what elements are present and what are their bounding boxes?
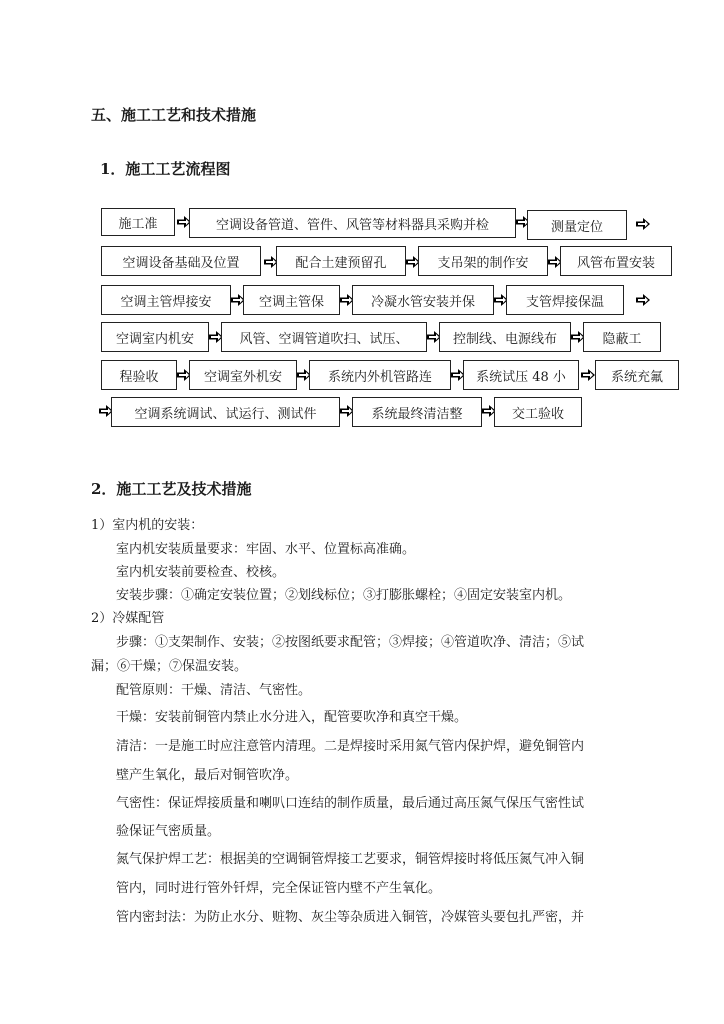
flow-box: 支管焊接保温 [506,285,624,315]
flow-box: 交工验收 [494,397,582,427]
paragraph-line: 壁产生氧化，最后对铜管吹净。 [116,768,299,783]
paragraph-line: 氮气保护焊工艺：根据美的空调铜管焊接工艺要求，铜管焊接时将低压氮气冲入铜 [116,852,585,867]
flow-box: 风管布置安装 [560,246,672,276]
paragraph-line: 清洁：一是施工时应注意管内清理。二是焊接时采用氮气管内保护焊，避免铜管内 [116,739,585,754]
paragraph-line: 室内机安装前要检查、校核。 [116,565,286,580]
flow-box: 空调室外机安 [189,360,297,390]
flow-box: 冷凝水管安装并保 [352,285,494,315]
flow-box: 隐蔽工 [583,322,661,352]
paragraph-line: 配管原则：干燥、清洁、气密性。 [116,683,312,698]
paragraph-line: 管内，同时进行管外钎焊，完全保证管内壁不产生氧化。 [116,881,442,896]
flow-box: 空调系统调试、试运行、测试件 [111,397,340,427]
flow-box: 配合土建预留孔 [276,246,406,276]
flow-box: 空调室内机安 [101,322,209,352]
flow-box: 空调主管保 [243,285,340,315]
flow-box: 系统最终清洁整 [352,397,482,427]
paragraph-line: 气密性：保证焊接质量和喇叭口连结的制作质量，最后通过高压氮气保压气密性试 [116,796,585,811]
flow-arrow-icon [581,369,595,381]
subsection-heading-flowchart: 1．施工工艺流程图 [100,160,231,178]
flow-box: 空调设备管道、管件、风管等材料器具采购并检 [189,208,516,238]
flow-box: 施工准 [101,208,175,236]
paragraph-line: 验保证气密质量。 [116,824,221,839]
paragraph-line: 干燥：安装前铜管内禁止水分进入，配管要吹净和真空干燥。 [116,710,468,725]
flow-box: 系统充氟 [595,360,679,390]
flow-box: 测量定位 [527,210,627,240]
paragraph-line: 管内密封法：为防止水分、赃物、灰尘等杂质进入铜管，冷媒管头要包扎严密，并 [116,910,585,925]
flow-box: 风管、空调管道吹扫、试压、 [221,322,427,352]
flow-box: 系统内外机管路连 [309,360,451,390]
flow-box: 支吊架的制作安 [418,246,548,276]
flow-box: 控制线、电源线布 [439,322,571,352]
paragraph-line: 步骤：①支架制作、安装；②按图纸要求配管；③焊接；④管道吹净、清洁；⑤试 [116,635,585,650]
paragraph-line: 室内机安装质量要求：牢固、水平、位置标高准确。 [116,542,416,557]
flow-box: 系统试压 48 小 [463,360,579,390]
paragraph-line: 漏；⑥干燥；⑦保温安装。 [91,659,248,674]
section-heading: 五、施工工艺和技术措施 [91,106,257,124]
flow-box: 空调主管焊接安 [101,285,231,315]
flow-box: 空调设备基础及位置 [101,246,261,276]
paragraph-line: 安装步骤：①确定安装位置；②划线标位；③打膨胀螺栓；④固定安装室内机。 [116,588,572,603]
flow-arrow-icon [636,218,650,230]
flow-arrow-icon [636,294,650,306]
item-title: 1）室内机的安装： [91,518,204,533]
flow-box: 程验收 [101,360,177,390]
item-title: 2）冷媒配管 [91,611,165,626]
subsection-heading-measures: 2．施工工艺及技术措施 [91,480,252,498]
